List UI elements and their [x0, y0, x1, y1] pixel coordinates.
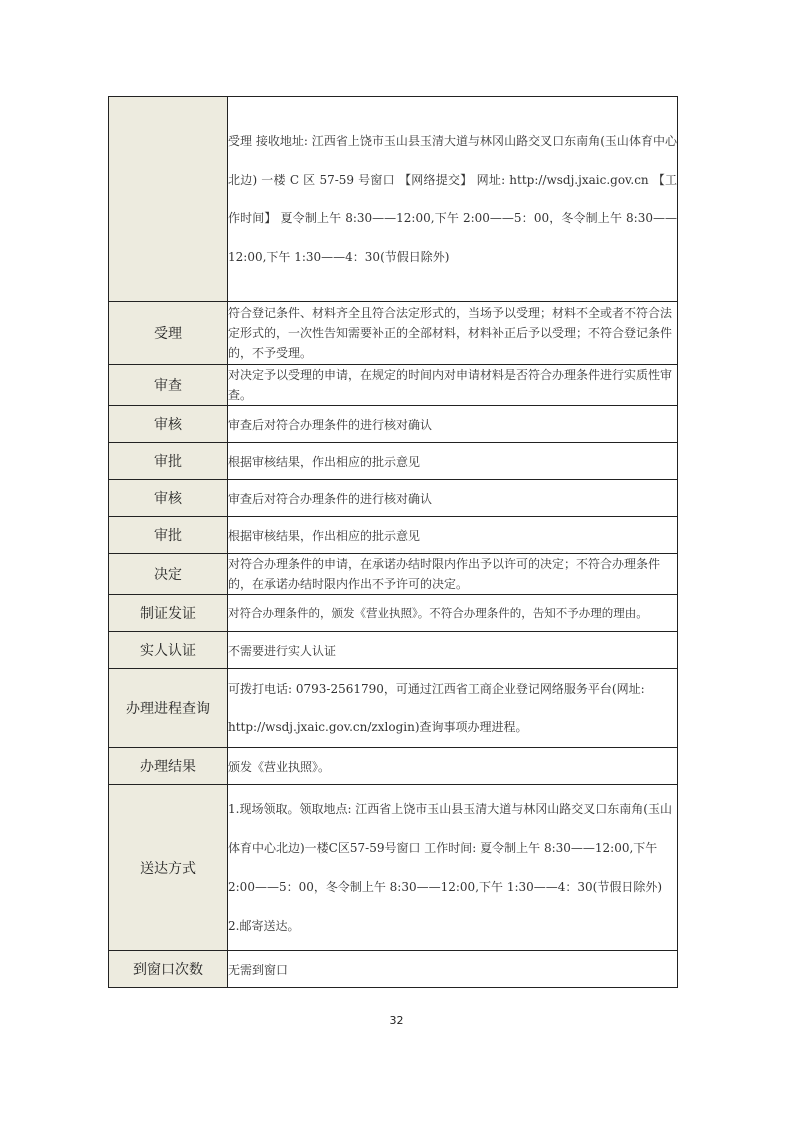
row-content: 对符合办理条件的申请，在承诺办结时限内作出予以许可的决定；不符合办理条件的，在承诺办结时限内作出不予许可的决定。	[228, 554, 678, 595]
table-row	[109, 480, 678, 517]
row-content: 不需要进行实人认证	[228, 632, 678, 669]
process-table	[108, 96, 678, 988]
row-label: 到窗口次数	[109, 951, 228, 988]
table-row	[109, 517, 678, 554]
table-row	[109, 748, 678, 785]
row-content: 根据审核结果，作出相应的批示意见	[228, 443, 678, 480]
table-row	[109, 443, 678, 480]
table-row	[109, 785, 678, 951]
row-label: 实人认证	[109, 632, 228, 669]
row-content-delivery: 1.现场领取。领取地点: 江西省上饶市玉山县玉清大道与林冈山路交叉口东南角(玉山体育中心北边)一楼C区57-59号窗口 工作时间: 夏令制上午 8:30——12:00,下午 2:00——5：00，冬令制上午 8:30——12:00,下午 1:30——4：30(节假日除外) 2.邮寄送达。	[228, 785, 678, 951]
row-label: 审核	[109, 480, 228, 517]
row-content: 符合登记条件、材料齐全且符合法定形式的，当场予以受理；材料不全或者不符合法定形式的，一次性告知需要补正的全部材料，材料补正后予以受理；不符合登记条件的，不予受理。	[228, 302, 678, 365]
row-content: 对决定予以受理的申请，在规定的时间内对申请材料是否符合办理条件进行实质性审查。	[228, 365, 678, 406]
row-content: 无需到窗口	[228, 951, 678, 988]
table-row	[109, 632, 678, 669]
row-content-intake-address: 受理 接收地址: 江西省上饶市玉山县玉清大道与林冈山路交叉口东南角(玉山体育中心北边) 一楼 C 区 57-59 号窗口 【网络提交】 网址: http://wsdj.jxaic.gov.cn 【工作时间】 夏令制上午 8:30——12:00,下午 2:00——5：00，冬令制上午 8:30——12:00,下午 1:30——4：30(节假日除外)	[228, 97, 678, 302]
row-label: 决定	[109, 554, 228, 595]
row-content: 审查后对符合办理条件的进行核对确认	[228, 480, 678, 517]
table-row	[109, 302, 678, 365]
table-row	[109, 951, 678, 988]
row-content: 审查后对符合办理条件的进行核对确认	[228, 406, 678, 443]
row-label: 审核	[109, 406, 228, 443]
row-content: 颁发《营业执照》。	[228, 748, 678, 785]
table-row	[109, 669, 678, 748]
table-row	[109, 554, 678, 595]
row-label: 办理进程查询	[109, 669, 228, 748]
page-number: 32	[389, 1014, 404, 1027]
row-label: 制证发证	[109, 595, 228, 632]
table-row	[109, 97, 678, 302]
table-row	[109, 365, 678, 406]
row-label: 送达方式	[109, 785, 228, 951]
row-label	[109, 97, 228, 302]
row-label: 审批	[109, 443, 228, 480]
row-label: 审批	[109, 517, 228, 554]
row-label: 办理结果	[109, 748, 228, 785]
table-row	[109, 595, 678, 632]
row-content-progress-query: 可拨打电话: 0793-2561790，可通过江西省工商企业登记网络服务平台(网址: http://wsdj.jxaic.gov.cn/zxlogin)查询事项办理进程。	[228, 669, 678, 748]
table-row	[109, 406, 678, 443]
row-label: 审查	[109, 365, 228, 406]
row-label: 受理	[109, 302, 228, 365]
row-content: 对符合办理条件的，颁发《营业执照》。不符合办理条件的，告知不予办理的理由。	[228, 595, 678, 632]
row-content: 根据审核结果，作出相应的批示意见	[228, 517, 678, 554]
